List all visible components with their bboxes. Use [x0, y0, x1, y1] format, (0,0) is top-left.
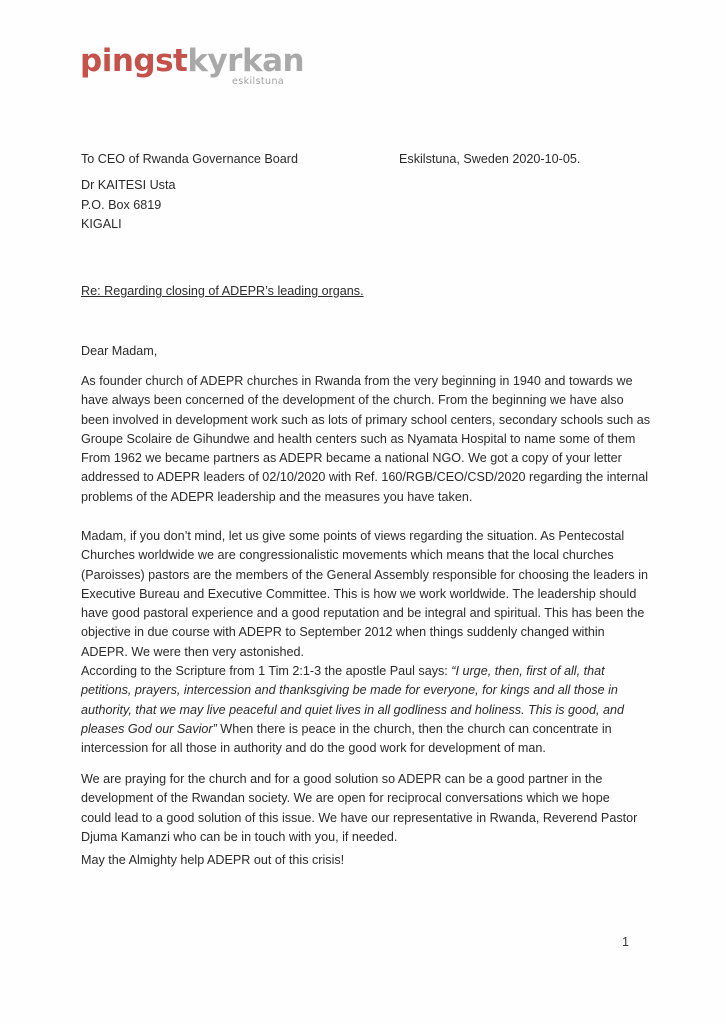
text-line — [81, 681, 651, 700]
paragraph-1 — [81, 372, 651, 507]
text-line — [81, 701, 651, 720]
paragraph-2 — [81, 527, 651, 662]
text-line: Djuma Kamanzi who can be in touch with you, if needed. — [81, 829, 398, 844]
text-line: been involved in development work such as lots of primary school centers, secondary schools such as — [81, 412, 651, 427]
scripture-quote: petitions, prayers, intercession and thanksgiving be made for everyone, for kings and all those in — [81, 683, 618, 698]
text-line: Groupe Scolaire de Gihundwe and health centers such as Nyamata Hospital to name some of them — [81, 431, 636, 446]
text-line — [81, 662, 651, 681]
address-line: P.O. Box 6819 — [81, 197, 162, 212]
recipient-line: To CEO of Rwanda Governance Board — [81, 152, 299, 166]
text-line: As founder church of ADEPR churches in Rwanda from the very beginning in 1940 and towards we — [81, 374, 633, 388]
text-line: Churches worldwide we are congressionalistic movements which means that the local churches — [81, 548, 614, 563]
text-line — [81, 720, 651, 739]
text-line: could lead to a good solution of this issue. We have our representative in Rwanda, Reverend Pastor — [81, 810, 638, 825]
text-line: From 1962 we became partners as ADEPR became a national NGO. We got a copy of your letter — [81, 451, 622, 466]
scripture-quote: “I urge, then, first of all, that — [451, 664, 605, 678]
salutation: Dear Madam, — [81, 344, 158, 358]
paragraph-4 — [81, 770, 651, 847]
text-line: ADEPR. We were then very astonished. — [81, 644, 305, 659]
page-number: 1 — [622, 935, 630, 949]
text-line: development of the Rwandan society. We are open for reciprocal conversations which we hope — [81, 791, 610, 806]
scripture-quote: pleases God our Savior” — [81, 721, 217, 736]
recipient-address — [81, 176, 175, 235]
text-line: have good pastoral experience and a good reputation and be integral and spiritual. This has been the — [81, 606, 645, 621]
closing-line: May the Almighty help ADEPR out of this crisis! — [81, 853, 345, 867]
church-logo — [80, 44, 304, 94]
address-line: KIGALI — [81, 217, 122, 231]
subject-line: Re: Regarding closing of ADEPR’s leading organs. — [81, 284, 364, 298]
plain-text: According to the Scripture from 1 Tim 2:1-3 the apostle Paul says: — [81, 664, 452, 678]
text-line: addressed to ADEPR leaders of 02/10/2020 with Ref. 160/RGB/CEO/CSD/2020 regarding the internal — [81, 470, 649, 485]
logo-word-kyrkan: kyrkan — [187, 43, 305, 79]
logo-subtitle: eskilstuna — [232, 76, 285, 87]
text-line: Executive Bureau and Executive Committee. This is how we work worldwide. The leadership should — [81, 586, 637, 601]
text-line: intercession for all those in authority and do the good work for development of man. — [81, 741, 546, 756]
text-line: (Paroisses) pastors are the members of the General Assembly responsible for choosing the leaders in — [81, 567, 648, 582]
text-line: We are praying for the church and for a good solution so ADEPR can be a good partner in the — [81, 772, 603, 786]
place-date: Eskilstuna, Sweden 2020-10-05. — [399, 152, 581, 166]
scripture-quote: authority, that we may live peaceful and quiet lives in all godliness and holiness. This is good, and — [81, 702, 625, 717]
logo-word-pingst: pingst — [80, 43, 188, 79]
plain-text: When there is peace in the church, then the church can concentrate in — [216, 721, 612, 736]
text-line: objective in due course with ADEPR to September 2012 when things suddenly changed within — [81, 625, 605, 640]
paragraph-3-scripture — [81, 662, 651, 758]
text-line: problems of the ADEPR leadership and the measures you have taken. — [81, 489, 473, 504]
address-line: Dr KAITESI Usta — [81, 178, 176, 192]
text-line: Madam, if you don’t mind, let us give some points of views regarding the situation. As Pentecostal — [81, 529, 625, 543]
logo-wordmark — [80, 43, 304, 79]
text-line: have always been concerned of the development of the church. From the beginning we have also — [81, 393, 624, 408]
